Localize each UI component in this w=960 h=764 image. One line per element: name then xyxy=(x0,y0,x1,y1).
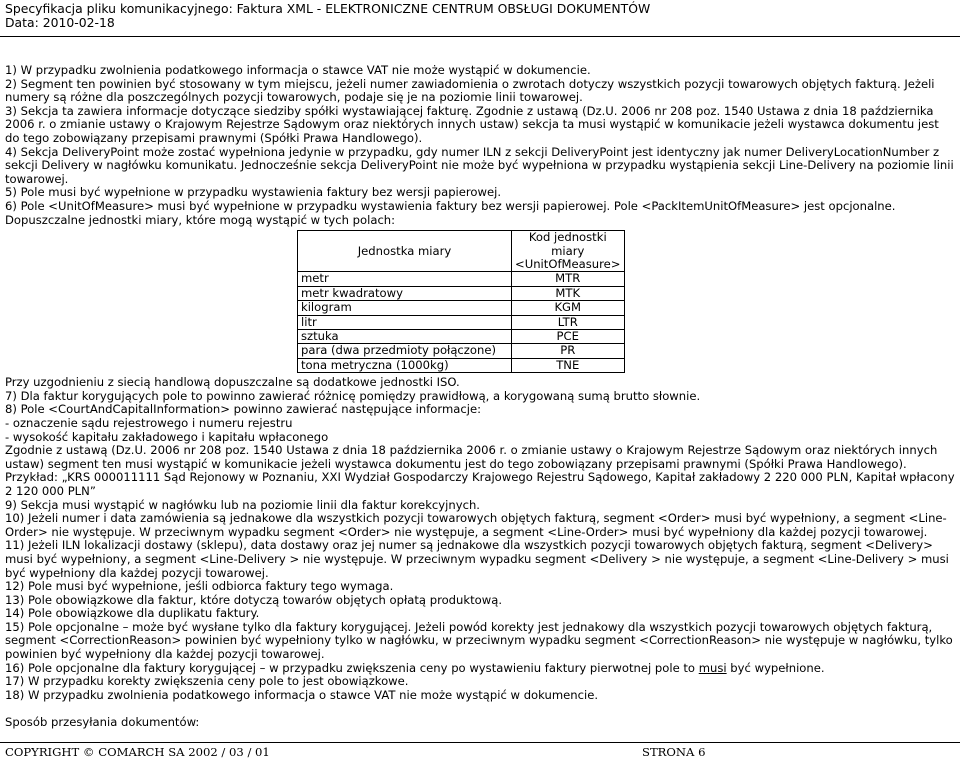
note-8-law: Zgodnie z ustawą (Dz.U. 2006 nr 208 poz. 1540 Ustawa z dnia 18 października 2006 r. o zmianie ustawy o Krajowym Rejestrze Sądowym oraz niektórych innych ustaw) segment ten musi wystąpić w komunikacie jeżeli wystawca dokumentu jest do tego zobowiązany przepisami prawnymi (Spółki Prawa Handlowego). xyxy=(5,443,938,471)
note-17: 17) W przypadku korekty zwiększenia ceny pole to jest obowiązkowe. xyxy=(5,674,409,689)
units-header-unit: Jednostka miary xyxy=(298,231,512,272)
units-table xyxy=(297,230,625,373)
note-12: 12) Pole musi być wypełnione, jeśli odbiorca faktury tego wymaga. xyxy=(5,579,394,594)
unit-name: kilogram xyxy=(298,301,512,315)
units-header-code: Kod jednostki miary <UnitOfMeasure> xyxy=(512,231,625,272)
unit-name: para (dwa przedmioty połączone) xyxy=(298,344,512,358)
footer-rule xyxy=(0,742,960,743)
unit-code: TNE xyxy=(512,358,625,372)
unit-code: MTR xyxy=(512,272,625,286)
note-18: 18) W przypadku zwolnienia podatkowego informacja o stawce VAT nie może wystąpić w dokumencie. xyxy=(5,687,599,702)
unit-code: MTK xyxy=(512,286,625,300)
note-16-text-b: być wypełnione. xyxy=(726,660,825,675)
page-header xyxy=(5,2,650,30)
unit-name: metr kwadratowy xyxy=(298,286,512,300)
note-9: 9) Sekcja musi wystąpić w nagłówku lub na poziomie linii dla faktur korekcyjnych. xyxy=(5,497,480,512)
table-row xyxy=(298,329,625,343)
note-8-example: Przykład: „KRS 000011111 Sąd Rejonowy w Poznaniu, XXI Wydział Gospodarczy Krajowego Rejestru Sądowego, Kapitał zakładowy 2 220 000 PLN, Kapitał wpłacony 2 120 000 PLN” xyxy=(5,470,955,498)
table-row xyxy=(298,286,625,300)
note-3: 3) Sekcja ta zawiera informacje dotyczące siedziby spółki wystawiającej fakturę. Zgodnie z ustawą (Dz.U. 2006 nr 208 poz. 1540 Ustawa z dnia 18 października 2006 r. o zmianie ustawy o Krajowym Rejestrze Sądowym oraz niektórych innych ustaw) sekcja ta musi wystąpić w komunikacie jeżeli wystawca dokumentu jest do tego zobowiązany przepisami prawnymi (Spółki Prawa Handlowego). xyxy=(5,103,939,145)
note-2: 2) Segment ten powinien być stosowany w tym miejscu, jeżeli numer zawiadomienia o zwrotach dotyczy wszystkich pozycji towarowych objętych fakturą. Jeżeli numery są różne dla poszczególnych pozycji towarowych, podaje się je na poziomie linii towarowej. xyxy=(5,76,935,105)
note-4: 4) Sekcja DeliveryPoint może zostać wypełniona jedynie w przypadku, gdy numer ILN z sekcji DeliveryPoint jest identyczny jak numer DeliveryLocationNumber z sekcji Delivery w nagłówku komunikatu. Jednocześnie sekcja DeliveryPoint nie może być wypełniona w przypadku wystąpienia sekcji Line-Delivery na poziomie linii towarowej. xyxy=(5,144,954,186)
unit-code: LTR xyxy=(512,315,625,329)
note-10: 10) Jeżeli numer i data zamówienia są jednakowe dla wszystkich pozycji towarowych objętych fakturą, segment <Order> musi być wypełniony, a segment <Line-Order> nie występuje. W przeciwnym wypadku segment <Order> nie występuje, a segment <Line-Order> musi być wypełniony dla każdej pozycji towarowej. xyxy=(5,511,947,539)
note-5: 5) Pole musi być wypełnione w przypadku wystawienia faktury bez wersji papierowej. xyxy=(5,185,502,200)
units-table-header xyxy=(298,231,625,272)
unit-code: PR xyxy=(512,344,625,358)
table-row xyxy=(298,344,625,358)
document-title: Specyfikacja pliku komunikacyjnego: Faktura XML - ELEKTRONICZNE CENTRUM OBSŁUGI DOKUMENTÓW xyxy=(5,1,651,16)
note-13: 13) Pole obowiązkowe dla faktur, które dotyczą towarów objętych opłatą produktową. xyxy=(5,592,503,607)
note-1: 1) W przypadku zwolnienia podatkowego informacja o stawce VAT nie może wystąpić w dokumencie. xyxy=(5,63,591,77)
document-body xyxy=(5,64,955,730)
document-date: Data: 2010-02-18 xyxy=(5,15,115,30)
header-rule xyxy=(0,36,960,37)
note-16-text-a: 16) Pole opcjonalne dla faktury korygującej – w przypadku zwiększenia ceny po wystawieniu faktury pierwotnej pole to xyxy=(5,660,699,675)
note-8-item-2: - wysokość kapitału zakładowego i kapitału wpłaconego xyxy=(5,429,329,444)
table-row xyxy=(298,301,625,315)
note-15: 15) Pole opcjonalne – może być wysłane tylko dla faktury korygującej. Jeżeli powód korekty jest jednakowy dla wszystkich pozycji towarowych objętych fakturą, segment <CorrectionReason> powinien być wypełniony tylko w nagłówku, w przeciwnym wypadku segment <CorrectionReason> nie występuje w nagłówku, tylko powinien być wypełniony dla każdej pozycji towarowej. xyxy=(5,619,953,662)
note-6: 6) Pole <UnitOfMeasure> musi być wypełnione w przypadku wystawienia faktury bez wersji papierowej. Pole <PackItemUnitOfMeasure> jest opcjonalne. Dopuszczalne jednostki miary, które mogą wystąpić w tych polach: xyxy=(5,198,896,227)
table-row xyxy=(298,272,625,286)
unit-code: PCE xyxy=(512,329,625,343)
page-footer xyxy=(5,745,955,759)
iso-note: Przy uzgodnieniu z siecią handlową dopuszczalne są dodatkowe jednostki ISO. xyxy=(5,375,460,390)
unit-name: tona metryczna (1000kg) xyxy=(298,358,512,372)
note-16 xyxy=(5,662,955,676)
table-row xyxy=(298,358,625,372)
unit-name: sztuka xyxy=(298,329,512,343)
unit-name: metr xyxy=(298,272,512,286)
note-14: 14) Pole obowiązkowe dla duplikatu faktury. xyxy=(5,606,260,621)
page-number: STRONA 6 xyxy=(642,745,706,759)
note-11: 11) Jeżeli ILN lokalizacji dostawy (sklepu), data dostawy oraz jej numer są jednakowe dla wszystkich pozycji towarowych objętych fakturą, segment <Delivery> musi być wypełniony, a segment <Line-Delivery > nie występuje. W przeciwnym wypadku segment <Delivery > nie występuje, a segment <Line-Delivery > musi być wypełniony dla każdej pozycji towarowej. xyxy=(5,538,949,580)
note-8-item-1: - oznaczenie sądu rejestrowego i numeru rejestru xyxy=(5,415,293,430)
copyright-text: COPYRIGHT © COMARCH SA 2002 / 03 / 01 xyxy=(5,745,270,759)
unit-code: KGM xyxy=(512,301,625,315)
note-8: 8) Pole <CourtAndCapitalInformation> powinno zawierać następujące informacje: xyxy=(5,402,481,417)
note-7: 7) Dla faktur korygujących pole to powinno zawierać różnicę pomiędzy prawidłową, a korygowaną sumą brutto słownie. xyxy=(5,388,701,403)
transfer-heading: Sposób przesyłania dokumentów: xyxy=(5,715,200,730)
note-16-underlined: musi xyxy=(698,660,727,675)
unit-name: litr xyxy=(298,315,512,329)
table-row xyxy=(298,315,625,329)
